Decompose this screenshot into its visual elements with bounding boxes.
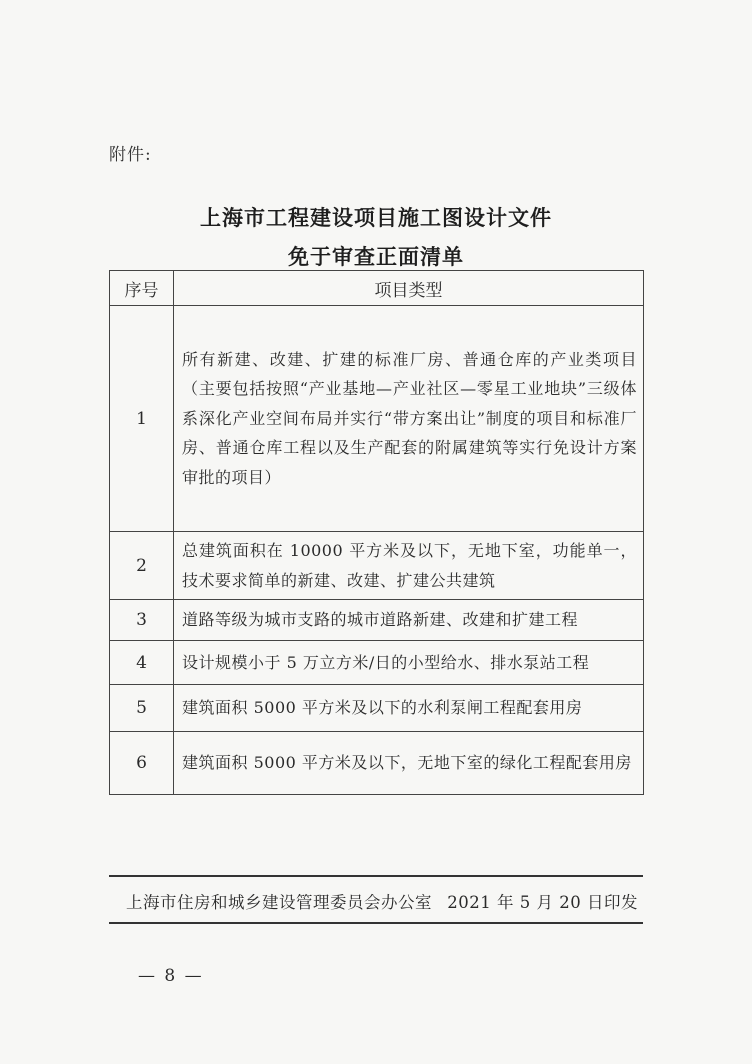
column-header-project-type: 项目类型	[174, 271, 644, 306]
attachment-label: 附件:	[109, 145, 152, 165]
table-row	[110, 600, 644, 641]
exemption-list-table	[109, 270, 644, 795]
issuer-name: 上海市住房和城乡建设管理委员会办公室	[126, 893, 432, 912]
row-number: 2	[110, 532, 174, 600]
table-row	[110, 641, 644, 685]
table-row	[110, 532, 644, 600]
row-number: 6	[110, 732, 174, 795]
row-number: 3	[110, 600, 174, 641]
row-project-type: 设计规模小于 5 万立方米/日的小型给水、排水泵站工程	[174, 641, 644, 685]
issue-date: 2021 年 5 月 20 日印发	[447, 893, 638, 912]
footer-divider-bottom	[109, 922, 643, 924]
column-header-number: 序号	[110, 271, 174, 306]
row-project-type: 所有新建、改建、扩建的标准厂房、普通仓库的产业类项目（主要包括按照“产业基地—产业社区—零星工业地块”三级体系深化产业空间布局并实行“带方案出让”制度的项目和标准厂房、普通仓库工程以及生产配套的附属建筑等实行免设计方案审批的项目）	[174, 306, 644, 532]
page-number: — 8 —	[138, 966, 204, 986]
row-number: 4	[110, 641, 174, 685]
row-number: 1	[110, 306, 174, 532]
table-row	[110, 685, 644, 732]
table-header-row	[110, 271, 644, 306]
row-project-type: 总建筑面积在 10000 平方米及以下，无地下室，功能单一，技术要求简单的新建、改建、扩建公共建筑	[174, 532, 644, 600]
document-title-line1: 上海市工程建设项目施工图设计文件	[200, 206, 552, 230]
document-title-line2: 免于审查正面清单	[288, 245, 464, 269]
table-row	[110, 306, 644, 532]
table-row	[110, 732, 644, 795]
row-number: 5	[110, 685, 174, 732]
footer-divider-top	[109, 875, 643, 877]
row-project-type: 建筑面积 5000 平方米及以下的水利泵闸工程配套用房	[174, 685, 644, 732]
row-project-type: 建筑面积 5000 平方米及以下，无地下室的绿化工程配套用房	[174, 732, 644, 795]
row-project-type: 道路等级为城市支路的城市道路新建、改建和扩建工程	[174, 600, 644, 641]
